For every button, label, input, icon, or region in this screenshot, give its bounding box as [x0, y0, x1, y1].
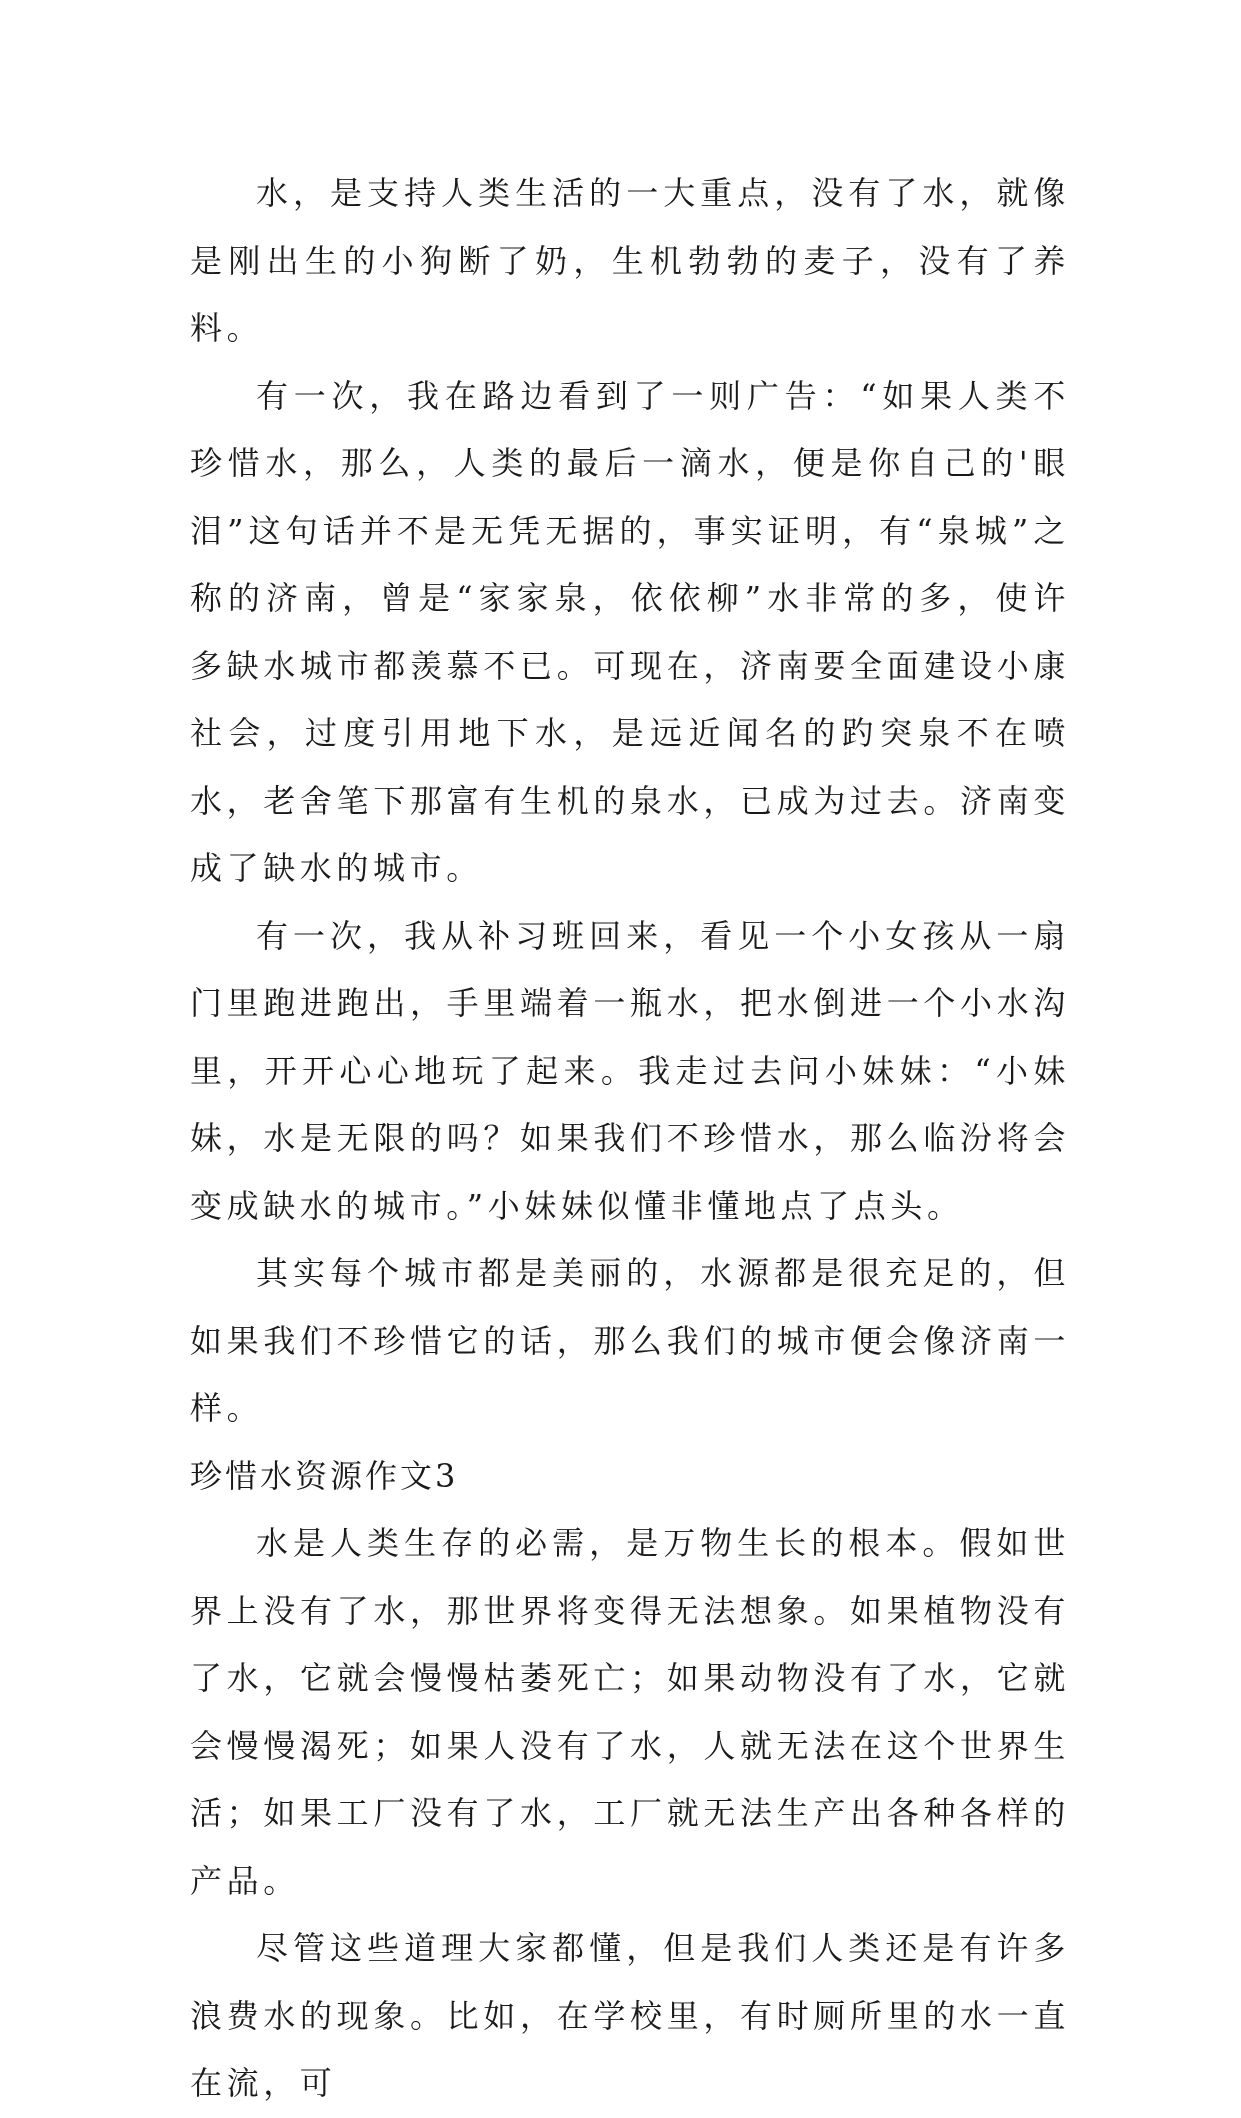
- paragraph: 水是人类生存的必需，是万物生长的根本。假如世界上没有了水，那世界将变得无法想象。如果植物没有了水，它就会慢慢枯萎死亡；如果动物没有了水，它就会慢慢渴死；如果人没有了水，人就无法在这个世界生活；如果工厂没有了水，工厂就无法生产出各种各样的产品。: [190, 1524, 1070, 1900]
- paragraph: 有一次，我在路边看到了一则广告：“如果人类不珍惜水，那么，人类的最后一滴水，便是你自己的'眼泪”这句话并不是无凭无据的，事实证明，有“泉城”之称的济南，曾是“家家泉，依依柳”水非常的多，使许多缺水城市都羡慕不已。可现在，济南要全面建设小康社会，过度引用地下水，是远近闻名的趵突泉不在喷水，老舍笔下那富有生机的泉水，已成为过去。济南变成了缺水的城市。: [190, 376, 1070, 887]
- paragraph: 水，是支持人类生活的一大重点，没有了水，就像是刚出生的小狗断了奶，生机勃勃的麦子，没有了养料。: [190, 174, 1070, 347]
- paragraph: 其实每个城市都是美丽的，水源都是很充足的，但如果我们不珍惜它的话，那么我们的城市便会像济南一样。: [190, 1254, 1070, 1427]
- document-body: [190, 160, 1070, 2118]
- paragraph: 尽管这些道理大家都懂，但是我们人类还是有许多浪费水的现象。比如，在学校里，有时厕所里的水一直在流，可: [190, 1929, 1070, 2102]
- section-heading: 珍惜水资源作文3: [190, 1456, 459, 1495]
- paragraph: 有一次，我从补习班回来，看见一个小女孩从一扇门里跑进跑出，手里端着一瓶水，把水倒进一个小水沟里，开开心心地玩了起来。我走过去问小妹妹：“小妹妹，水是无限的吗？如果我们不珍惜水，那么临汾将会变成缺水的城市。”小妹妹似懂非懂地点了点头。: [190, 916, 1070, 1225]
